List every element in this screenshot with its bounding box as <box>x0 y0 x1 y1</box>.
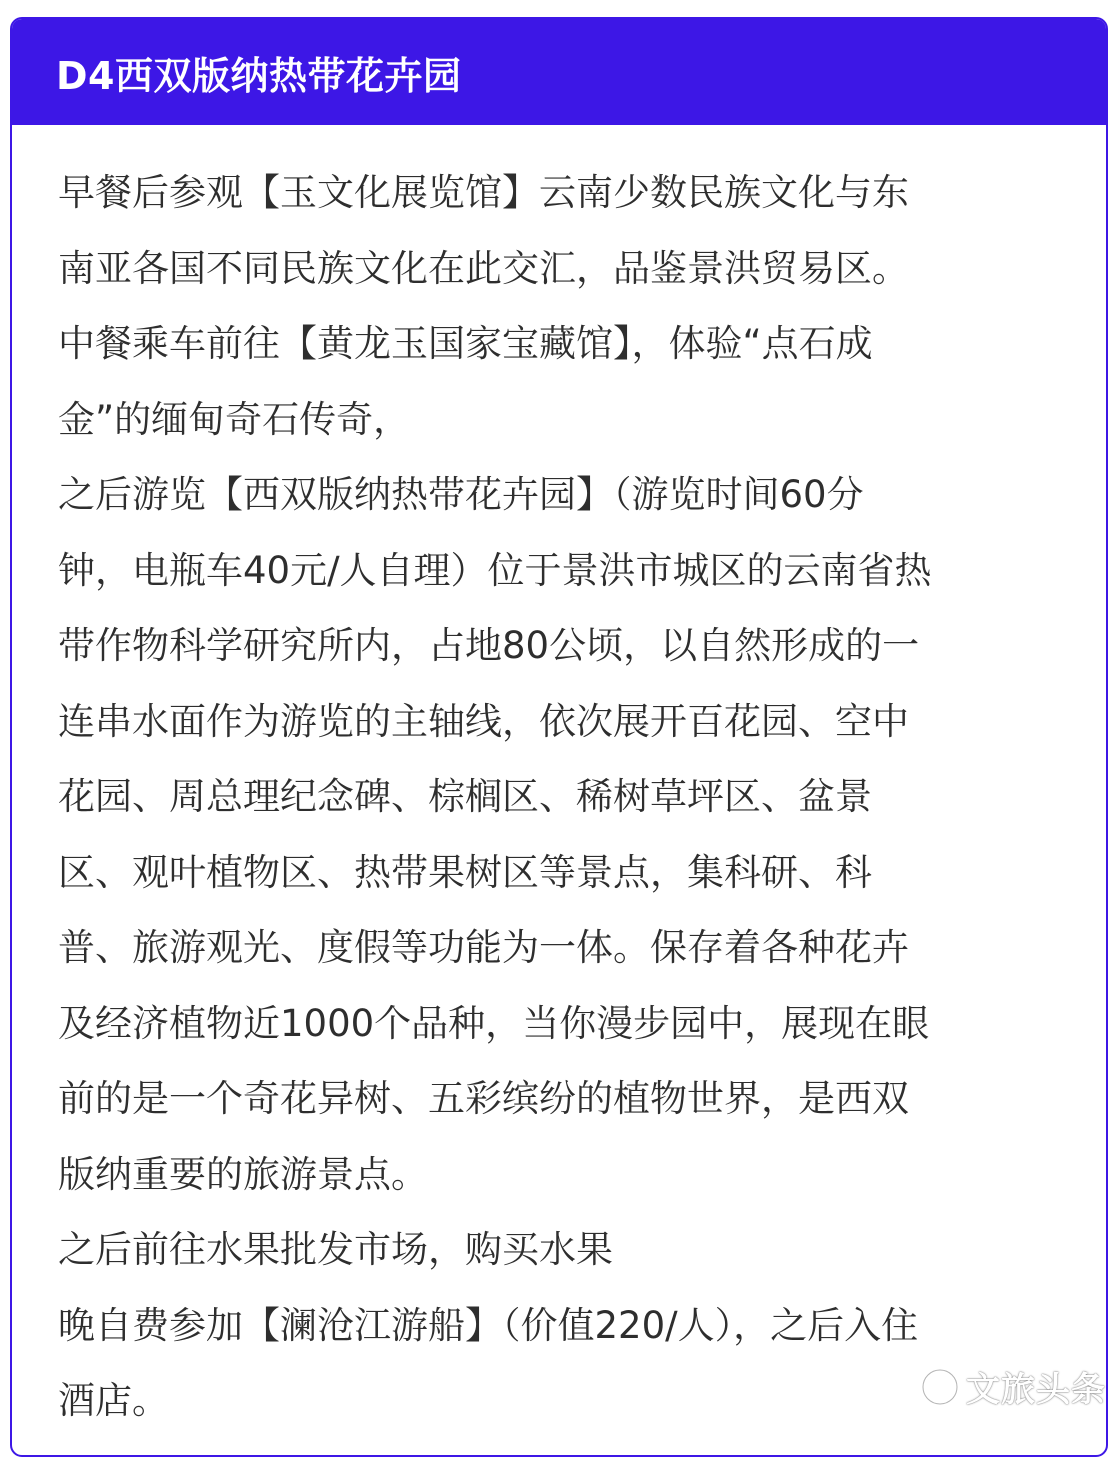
itinerary-line: 之后前往水果批发市场，购买水果 <box>58 1228 613 1271</box>
itinerary-line: 早餐后参观【玉文化展览馆】云南少数民族文化与东 <box>58 171 909 214</box>
itinerary-line: 前的是一个奇花异树、五彩缤纷的植物世界，是西双 <box>58 1077 909 1120</box>
itinerary-line: 区、观叶植物区、热带果树区等景点，集科研、科 <box>58 850 872 894</box>
card-header <box>12 19 1106 125</box>
itinerary-line: 之后游览【西双版纳热带花卉园】（游览时间60分 <box>58 473 864 516</box>
itinerary-card <box>10 17 1108 1457</box>
itinerary-line: 及经济植物近1000个品种，当你漫步园中，展现在眼 <box>58 1001 930 1045</box>
itinerary-line: 花园、周总理纪念碑、棕榈区、稀树草坪区、盆景 <box>58 775 872 818</box>
itinerary-line: 酒店。 <box>58 1379 169 1422</box>
watermark <box>920 1362 1106 1411</box>
toutiao-logo-icon <box>920 1367 960 1407</box>
itinerary-line: 金”的缅甸奇石传奇， <box>58 397 411 441</box>
itinerary-line: 连串水面作为游览的主轴线，依次展开百花园、空中 <box>58 699 909 743</box>
itinerary-body <box>12 125 1106 1439</box>
itinerary-line: 晚自费参加【澜沧江游船】（价值220/人），之后入住 <box>58 1303 919 1347</box>
itinerary-line: 南亚各国不同民族文化在此交汇，品鉴景洪贸易区。 <box>58 246 909 290</box>
watermark-text: 文旅头条 <box>966 1370 1106 1410</box>
itinerary-line: 普、旅游观光、度假等功能为一体。保存着各种花卉 <box>58 926 909 969</box>
itinerary-line: 钟，电瓶车40元/人自理）位于景洪市城区的云南省热 <box>58 548 932 592</box>
itinerary-line: 中餐乘车前往【黄龙玉国家宝藏馆】，体验“点石成 <box>58 322 873 365</box>
day-title: D4西双版纳热带花卉园 <box>56 53 462 98</box>
itinerary-line: 版纳重要的旅游景点。 <box>58 1152 428 1196</box>
itinerary-line: 带作物科学研究所内，占地80公顷，以自然形成的一 <box>58 624 920 667</box>
